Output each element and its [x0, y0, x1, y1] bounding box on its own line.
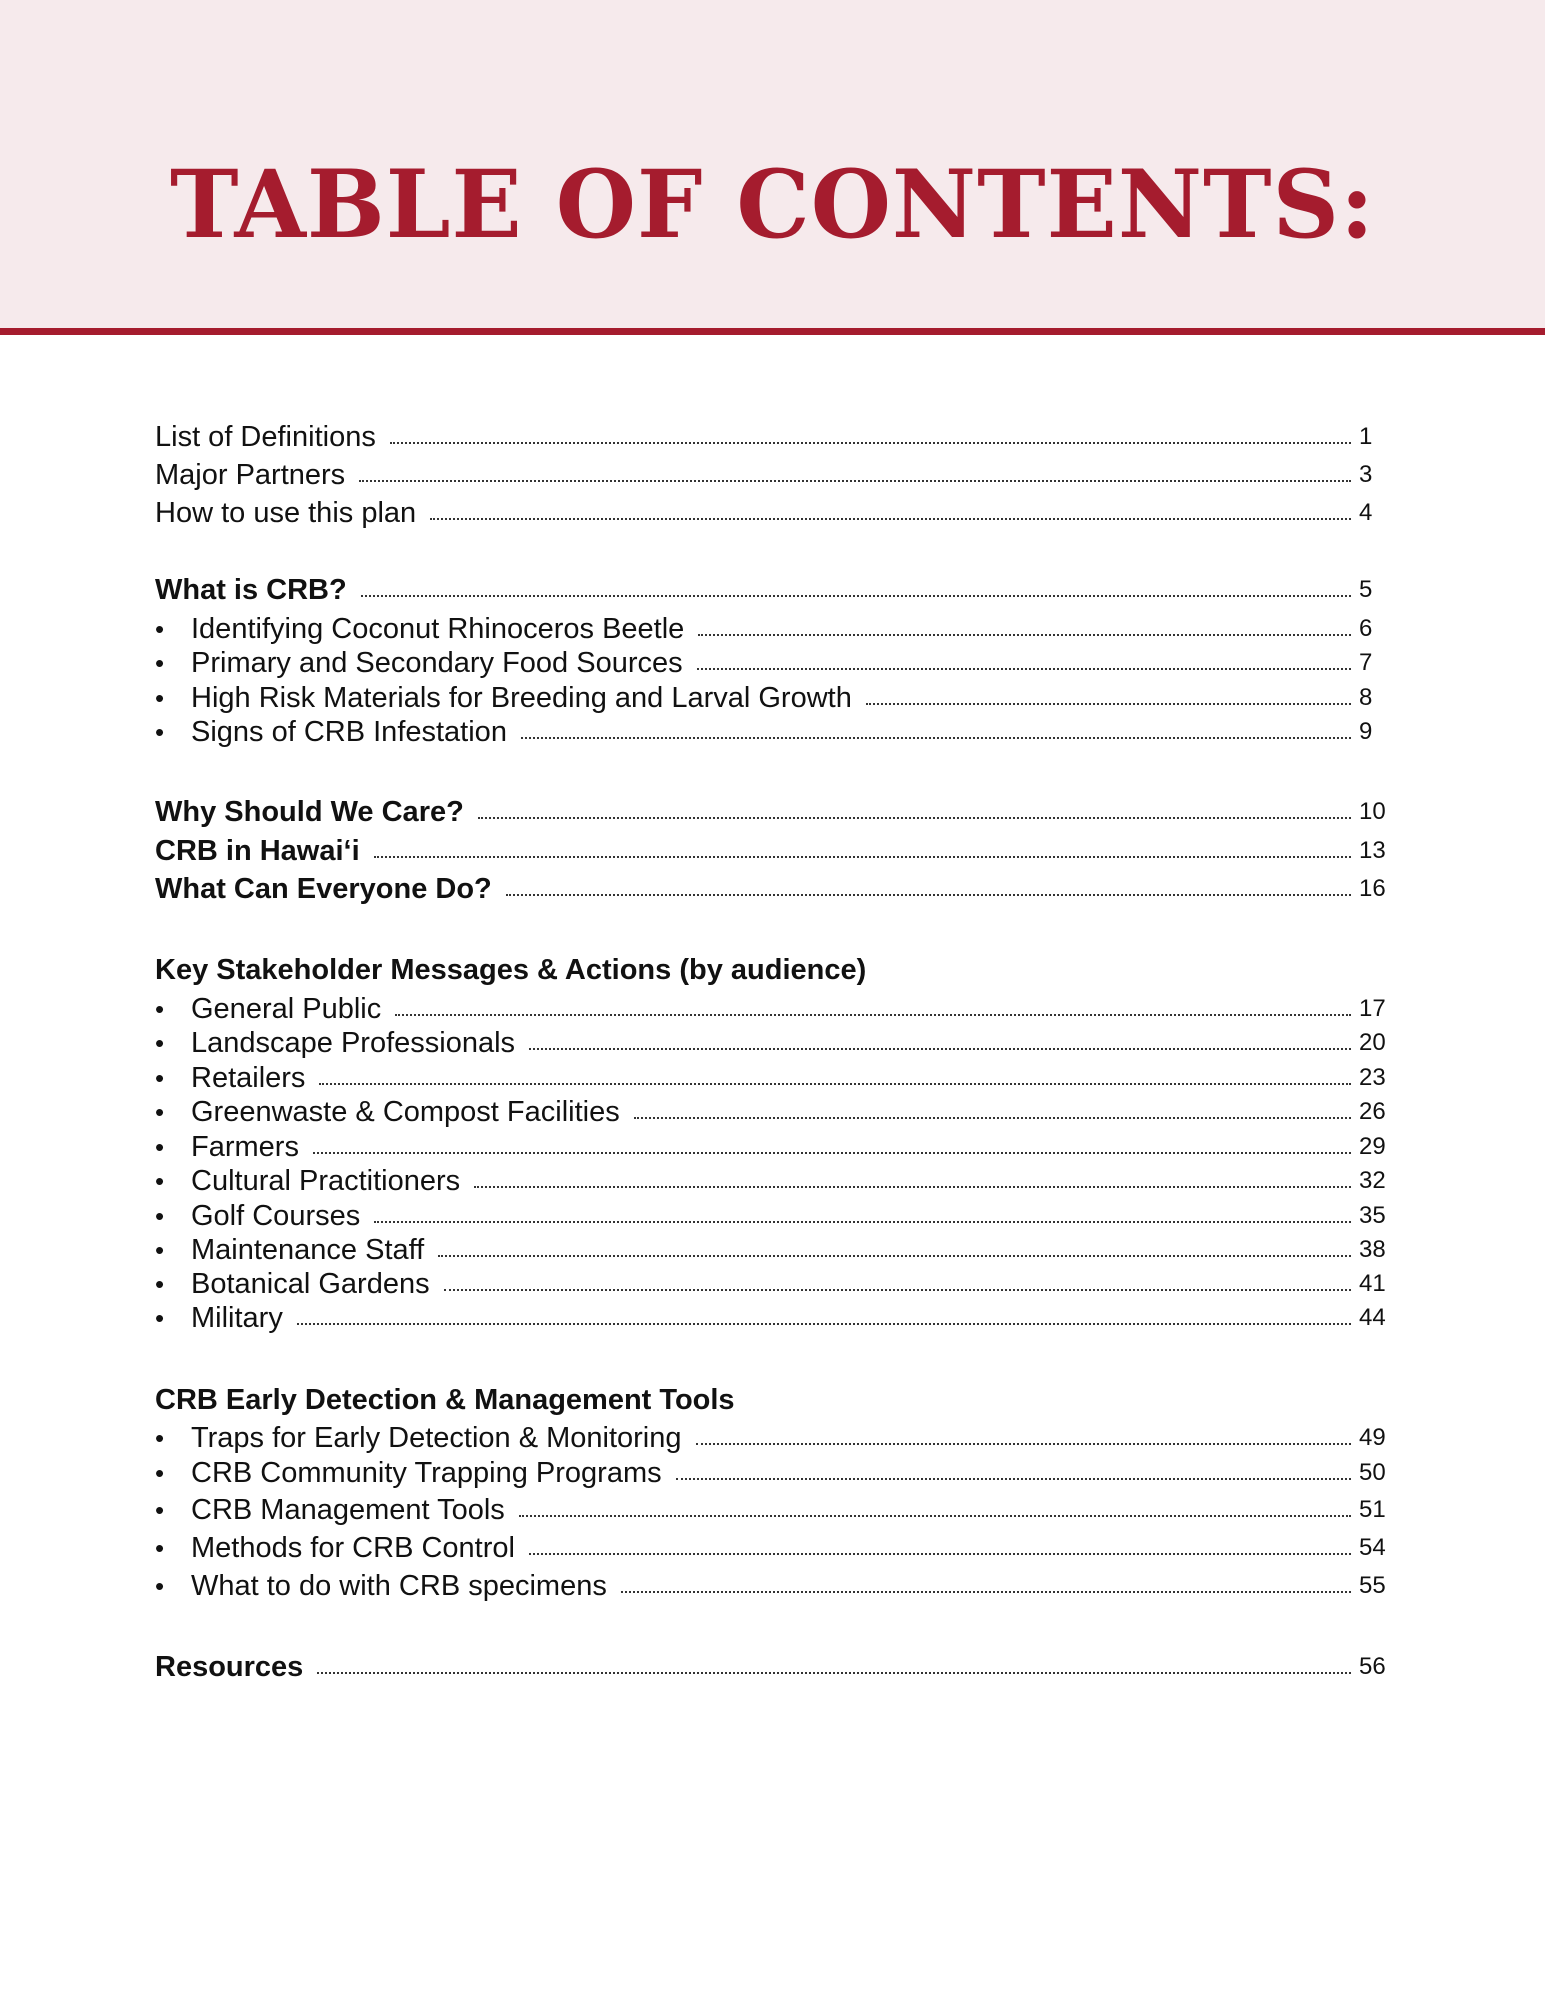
toc-entry[interactable]	[155, 1456, 1395, 1490]
toc-entry-page-number: 49	[1359, 1424, 1386, 1451]
page-title: TABLE OF CONTENTS:	[169, 150, 1376, 260]
dot-leader	[317, 1672, 1351, 1674]
toc-entry[interactable]	[155, 715, 1395, 749]
toc-entry-label: Methods for CRB Control	[191, 1532, 515, 1564]
toc-entry[interactable]	[155, 1233, 1395, 1267]
toc-entry-page-number: 26	[1359, 1098, 1386, 1125]
dot-leader	[529, 1048, 1351, 1050]
toc-entry[interactable]	[155, 458, 1395, 492]
bullet-icon: •	[155, 1097, 165, 1127]
toc-entry[interactable]	[155, 1531, 1395, 1565]
toc-entry-page-number: 32	[1359, 1167, 1386, 1194]
toc-entry-page-number: 38	[1359, 1236, 1386, 1263]
toc-entry-page-number: 8	[1359, 684, 1373, 711]
toc-entry-label: Traps for Early Detection & Monitoring	[191, 1422, 682, 1454]
bullet-icon: •	[155, 1166, 165, 1196]
bullet-icon: •	[155, 994, 165, 1024]
toc-entry[interactable]	[155, 420, 1395, 454]
dot-leader	[478, 817, 1351, 819]
toc-entry[interactable]	[155, 992, 1395, 1026]
toc-entry-label: Why Should We Care?	[155, 796, 464, 828]
toc-entry[interactable]	[155, 795, 1395, 829]
bullet-icon: •	[155, 1132, 165, 1162]
toc-entry-page-number: 16	[1359, 875, 1386, 902]
dot-leader	[506, 894, 1351, 896]
toc-entry[interactable]	[155, 834, 1395, 868]
toc-entry-label: How to use this plan	[155, 497, 417, 529]
bullet-icon: •	[155, 1533, 165, 1563]
toc-entry[interactable]	[155, 681, 1395, 715]
toc-entry-page-number: 10	[1359, 798, 1386, 825]
toc-entry[interactable]	[155, 1493, 1395, 1527]
toc-entry-page-number: 35	[1359, 1202, 1386, 1229]
toc-entry-page-number: 20	[1359, 1029, 1386, 1056]
toc-entry[interactable]	[155, 1164, 1395, 1198]
toc-entry-page-number: 50	[1359, 1459, 1386, 1486]
toc-entry-page-number: 41	[1359, 1270, 1386, 1297]
dot-leader	[676, 1478, 1351, 1480]
toc-entry-label: Farmers	[191, 1131, 299, 1163]
toc-entry-label: Signs of CRB Infestation	[191, 716, 507, 748]
toc-entry-label: What Can Everyone Do?	[155, 873, 492, 905]
toc-entry-label: Cultural Practitioners	[191, 1165, 461, 1197]
dot-leader	[297, 1323, 1351, 1325]
header-divider	[0, 328, 1545, 335]
dot-leader	[866, 703, 1351, 705]
bullet-icon: •	[155, 1063, 165, 1093]
dot-leader	[621, 1591, 1351, 1593]
toc-entry[interactable]	[155, 646, 1395, 680]
toc-entry-page-number: 3	[1359, 461, 1373, 488]
toc-entry-label: Military	[191, 1302, 283, 1334]
toc-entry-page-number: 23	[1359, 1064, 1386, 1091]
section-heading: CRB Early Detection & Management Tools	[155, 1384, 735, 1416]
bullet-icon: •	[155, 683, 165, 713]
dot-leader	[374, 856, 1351, 858]
bullet-icon: •	[155, 614, 165, 644]
dot-leader	[430, 518, 1351, 520]
dot-leader	[438, 1255, 1351, 1257]
bullet-icon: •	[155, 1423, 165, 1453]
toc-entry-page-number: 51	[1359, 1496, 1386, 1523]
toc-entry-page-number: 13	[1359, 837, 1386, 864]
bullet-icon: •	[155, 1571, 165, 1601]
bullet-icon: •	[155, 1269, 165, 1299]
toc-entry[interactable]	[155, 1061, 1395, 1095]
toc-entry-label: Retailers	[191, 1062, 306, 1094]
toc-entry-page-number: 55	[1359, 1572, 1386, 1599]
toc-entry-label: List of Definitions	[155, 421, 376, 453]
toc-entry-label: Primary and Secondary Food Sources	[191, 647, 683, 679]
toc-entry-label: Resources	[155, 1651, 304, 1683]
toc-entry-page-number: 6	[1359, 615, 1373, 642]
toc-entry-page-number: 29	[1359, 1133, 1386, 1160]
bullet-icon: •	[155, 1458, 165, 1488]
toc-entry-page-number: 54	[1359, 1534, 1386, 1561]
section-heading: Key Stakeholder Messages & Actions (by audience)	[155, 954, 867, 986]
dot-leader	[529, 1553, 1351, 1555]
bullet-icon: •	[155, 1495, 165, 1525]
toc-entry-label: CRB in Hawai‘i	[155, 835, 360, 867]
toc-entry-page-number: 17	[1359, 995, 1386, 1022]
bullet-icon: •	[155, 1303, 165, 1333]
toc-entry-page-number: 1	[1359, 423, 1373, 450]
toc-entry-page-number: 44	[1359, 1304, 1386, 1331]
toc-entry[interactable]	[155, 1301, 1395, 1335]
dot-leader	[698, 634, 1351, 636]
dot-leader	[634, 1117, 1351, 1119]
dot-leader	[519, 1515, 1351, 1517]
toc-entry-label: High Risk Materials for Breeding and Larval Growth	[191, 682, 852, 714]
toc-entry-label: Golf Courses	[191, 1200, 361, 1232]
dot-leader	[696, 1443, 1351, 1445]
dot-leader	[390, 442, 1351, 444]
bullet-icon: •	[155, 648, 165, 678]
dot-leader	[474, 1186, 1351, 1188]
toc-entry-label: Identifying Coconut Rhinoceros Beetle	[191, 613, 685, 645]
toc-entry-label: General Public	[191, 993, 382, 1025]
toc-entry-label: Maintenance Staff	[191, 1234, 425, 1266]
toc-entry[interactable]	[155, 1267, 1395, 1301]
toc-entry-page-number: 9	[1359, 718, 1373, 745]
toc-entry[interactable]	[155, 872, 1395, 906]
dot-leader	[395, 1014, 1351, 1016]
toc-entry[interactable]	[155, 1650, 1395, 1684]
dot-leader	[361, 595, 1351, 597]
toc-entry-label: What is CRB?	[155, 574, 347, 606]
dot-leader	[319, 1083, 1351, 1085]
toc-entry-label: What to do with CRB specimens	[191, 1570, 607, 1602]
toc-entry[interactable]	[155, 1026, 1395, 1060]
toc-entry[interactable]	[155, 612, 1395, 646]
toc-entry-label: CRB Community Trapping Programs	[191, 1457, 662, 1489]
toc-entry[interactable]	[155, 1130, 1395, 1164]
bullet-icon: •	[155, 1028, 165, 1058]
dot-leader	[374, 1221, 1351, 1223]
dot-leader	[444, 1289, 1351, 1291]
dot-leader	[697, 668, 1351, 670]
toc-entry-label: Greenwaste & Compost Facilities	[191, 1096, 620, 1128]
dot-leader	[521, 737, 1351, 739]
toc-entry-page-number: 7	[1359, 649, 1373, 676]
toc-entry-label: CRB Management Tools	[191, 1494, 505, 1526]
toc-entry[interactable]	[155, 573, 1395, 607]
dot-leader	[359, 480, 1351, 482]
bullet-icon: •	[155, 1201, 165, 1231]
toc-entry[interactable]	[155, 1095, 1395, 1129]
toc-entry-page-number: 56	[1359, 1653, 1386, 1680]
toc-entry[interactable]	[155, 496, 1395, 530]
toc-entry[interactable]	[155, 1199, 1395, 1233]
toc-entry-page-number: 4	[1359, 499, 1373, 526]
bullet-icon: •	[155, 717, 165, 747]
toc-entry[interactable]	[155, 1569, 1395, 1603]
toc-entry-page-number: 5	[1359, 576, 1373, 603]
toc-entry[interactable]	[155, 1421, 1395, 1455]
bullet-icon: •	[155, 1235, 165, 1265]
toc-entry-label: Botanical Gardens	[191, 1268, 430, 1300]
toc-entry-label: Landscape Professionals	[191, 1027, 516, 1059]
toc-entry-label: Major Partners	[155, 459, 346, 491]
dot-leader	[313, 1152, 1351, 1154]
